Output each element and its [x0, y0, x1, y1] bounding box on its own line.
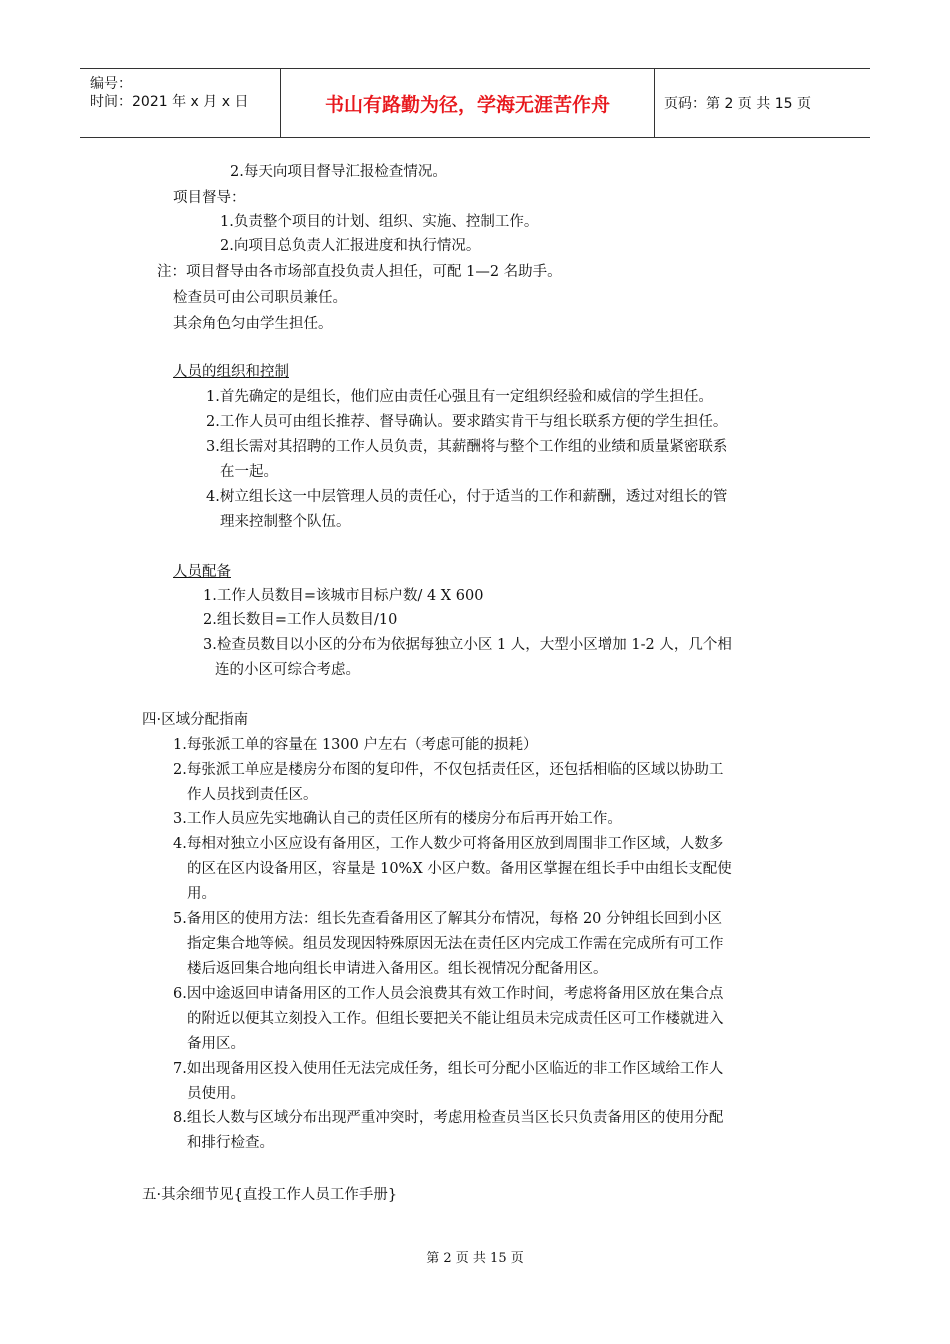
text-line: 的区在区内设备用区，容量是 10%X 小区户数。备用区掌握在组长手中由组长支配使 [187, 861, 732, 877]
text-line: 3.检查员数目以小区的分布为依据每独立小区 1 人，大型小区增加 1-2 人，几个相 [203, 637, 732, 653]
text-line: 1.负责整个项目的计划、组织、实施、控制工作。 [220, 214, 539, 230]
text-line: 1.首先确定的是组长，他们应由责任心强且有一定组织经验和威信的学生担任。 [206, 389, 713, 405]
text-line: 的附近以便其立刻投入工作。但组长要把关不能让组员未完成责任区可工作楼就进入 [187, 1011, 724, 1027]
text-line: 在一起。 [220, 464, 278, 480]
text-line: 4.每相对独立小区应设有备用区，工作人数少可将备用区放到周围非工作区域，人数多 [173, 836, 724, 852]
text-line: 3.组长需对其招聘的工作人员负责，其薪酬将与整个工作组的业绩和质量紧密联系 [206, 439, 728, 455]
text-line: 用。 [187, 886, 216, 902]
text-line: 和排行检查。 [187, 1135, 274, 1151]
number-label: 编号： [90, 76, 132, 92]
section-heading: 人员配备 [173, 564, 231, 580]
text-line: 2.每天向项目督导汇报检查情况。 [230, 164, 447, 180]
page-footer: 第 2 页 共 15 页 [426, 1251, 524, 1266]
text-line: 2.组长数目=工作人员数目/10 [203, 612, 398, 628]
text-line: 检查员可由公司职员兼任。 [173, 290, 347, 306]
text-line: 备用区。 [187, 1036, 245, 1052]
header-page-info: 页码：第 2 页 共 15 页 [664, 96, 811, 112]
text-line: 8.组长人数与区域分布出现严重冲突时，考虑用检查员当区长只负责备用区的使用分配 [173, 1110, 724, 1126]
section-title: 四·区域分配指南 [142, 712, 249, 728]
text-line: 项目督导： [173, 190, 246, 206]
text-line: 指定集合地等候。组员发现因特殊原因无法在责任区内完成工作需在完成所有可工作 [187, 936, 724, 952]
header-meta [80, 69, 281, 137]
text-line: 连的小区可综合考虑。 [215, 662, 360, 678]
text-line: 1.工作人员数目=该城市目标户数/ 4 X 600 [203, 588, 484, 604]
text-line: 注：项目督导由各市场部直投负责人担任，可配 1—2 名助手。 [157, 264, 562, 280]
text-line: 6.因中途返回申请备用区的工作人员会浪费其有效工作时间，考虑将备用区放在集合点 [173, 986, 724, 1002]
text-line: 1.每张派工单的容量在 1300 户左右（考虑可能的损耗） [173, 737, 538, 753]
text-line: 4.树立组长这一中层管理人员的责任心，付于适当的工作和薪酬，透过对组长的管 [206, 489, 728, 505]
text-line: 楼后返回集合地向组长申请进入备用区。组长视情况分配备用区。 [187, 961, 608, 977]
text-line: 2.每张派工单应是楼房分布图的复印件，不仅包括责任区，还包括相临的区域以协助工 [173, 762, 724, 778]
time-label: 时间：2021 年 x 月 x 日 [90, 94, 249, 110]
page-header [80, 68, 870, 138]
text-line: 作人员找到责任区。 [187, 787, 318, 803]
text-line: 3.工作人员应先实地确认自己的责任区所有的楼房分布后再开始工作。 [173, 811, 622, 827]
text-line: 5.备用区的使用方法：组长先查看备用区了解其分布情况，每格 20 分钟组长回到小区 [173, 911, 723, 927]
text-line: 员使用。 [187, 1086, 245, 1102]
text-line: 2.向项目总负责人汇报进度和执行情况。 [220, 238, 481, 254]
text-line: 其余角色匀由学生担任。 [173, 316, 333, 332]
text-line: 7.如出现备用区投入使用任无法完成任务，组长可分配小区临近的非工作区域给工作人 [173, 1061, 724, 1077]
text-line: 理来控制整个队伍。 [220, 514, 351, 530]
header-motto: 书山有路勤为径，学海无涯苦作舟 [281, 69, 655, 137]
section-title: 五·其余细节见{直投工作人员工作手册} [142, 1187, 398, 1203]
section-heading: 人员的组织和控制 [173, 364, 289, 380]
text-line: 2.工作人员可由组长推荐、督导确认。要求踏实肯干与组长联系方便的学生担任。 [206, 414, 728, 430]
